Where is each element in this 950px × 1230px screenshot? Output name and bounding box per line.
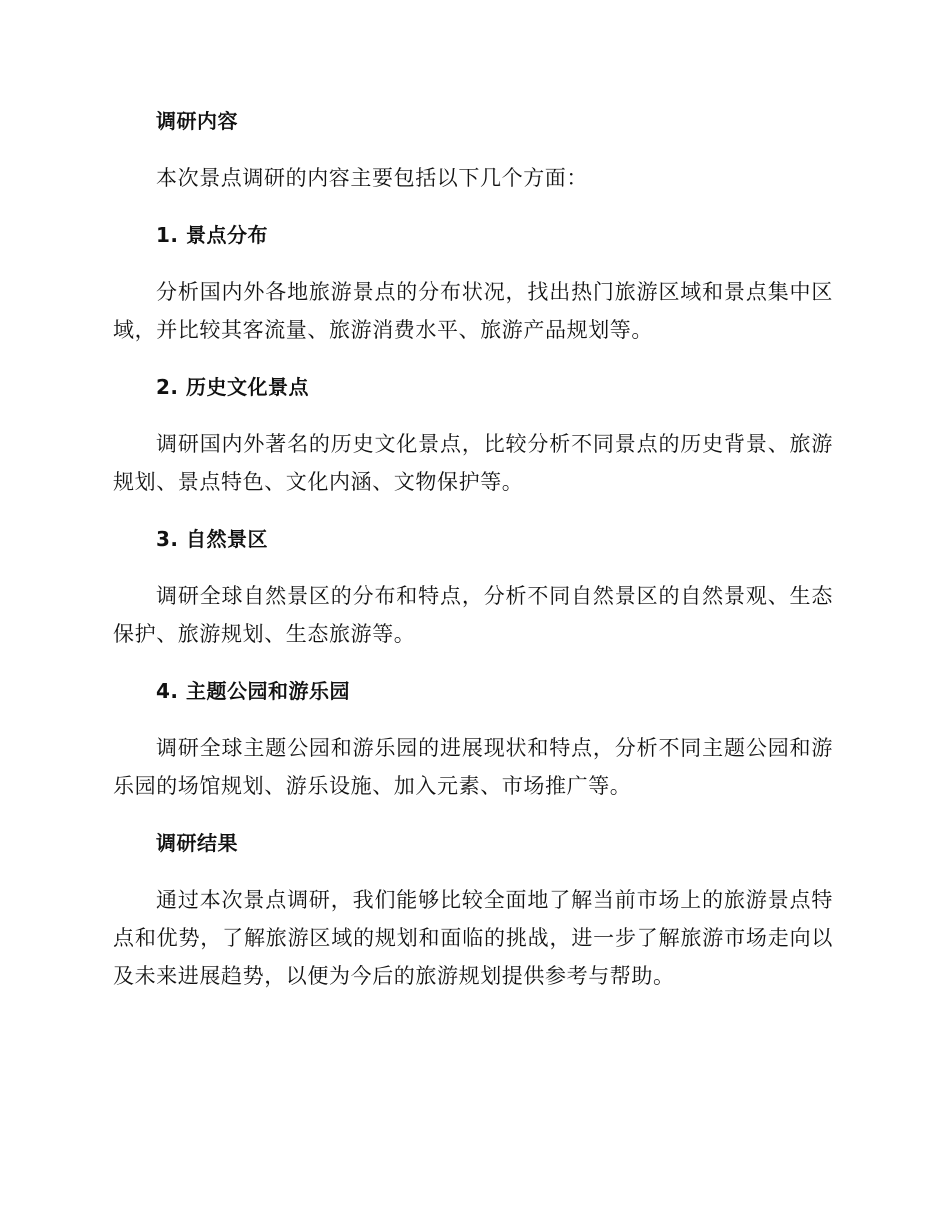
intro-paragraph: 本次景点调研的内容主要包括以下几个方面： — [156, 166, 588, 190]
item-heading-natural-scenic: 3. 自然景区 — [156, 527, 268, 551]
results-paragraph: 通过本次景点调研，我们能够比较全面地了解当前市场上的旅游景点特点和优势，了解旅游区域的规划和面临的挑战，进一步了解旅游市场走向以及未来进展趋势，以便为今后的旅游规划提供参考与帮助。 — [113, 888, 833, 988]
item-heading-theme-park: 4. 主题公园和游乐园 — [156, 679, 350, 703]
item-paragraph-distribution: 分析国内外各地旅游景点的分布状况，找出热门旅游区域和景点集中区域，并比较其客流量、旅游消费水平、旅游产品规划等。 — [113, 280, 833, 342]
item-paragraph-history-culture: 调研国内外著名的历史文化景点，比较分析不同景点的历史背景、旅游规划、景点特色、文化内涵、文物保护等。 — [113, 432, 833, 494]
item-heading-distribution: 1. 景点分布 — [156, 223, 268, 247]
document-body — [113, 105, 833, 1017]
item-paragraph-theme-park: 调研全球主题公园和游乐园的进展现状和特点，分析不同主题公园和游乐园的场馆规划、游乐设施、加入元素、市场推广等。 — [113, 736, 833, 798]
item-paragraph-natural-scenic: 调研全球自然景区的分布和特点，分析不同自然景区的自然景观、生态保护、旅游规划、生态旅游等。 — [113, 584, 833, 646]
section-heading-results: 调研结果 — [156, 831, 238, 855]
section-heading-content: 调研内容 — [156, 109, 238, 133]
item-heading-history-culture: 2. 历史文化景点 — [156, 375, 309, 399]
